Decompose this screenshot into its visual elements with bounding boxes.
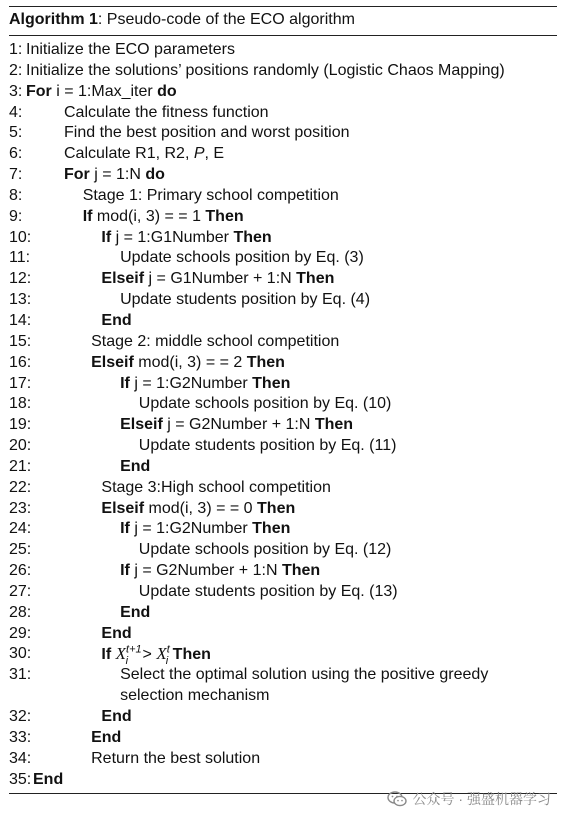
line-content: [83, 207, 244, 228]
algorithm-line: [9, 519, 557, 540]
line-number: 27:: [9, 582, 32, 600]
algorithm-line: [9, 540, 557, 561]
line-number: 19:: [9, 416, 32, 434]
algorithm-line: [9, 686, 557, 707]
line-number: 13:: [9, 291, 32, 309]
keyword: Then: [281, 562, 321, 580]
line-text: Update schools position by Eq. (10): [138, 395, 392, 413]
line-number: 10:: [9, 228, 32, 246]
line-number: 9:: [9, 207, 23, 225]
math-superscript: t: [166, 644, 170, 657]
line-text: Update schools position by Eq. (3): [120, 249, 364, 267]
line-number: 16:: [9, 353, 32, 371]
algorithm-line: [9, 665, 557, 686]
line-number: 21:: [9, 457, 32, 475]
line-number: 18:: [9, 395, 32, 413]
line-number: 28:: [9, 603, 32, 621]
keyword: Then: [172, 646, 211, 664]
line-text: selection mechanism: [120, 687, 270, 705]
line-number: 1:: [9, 41, 23, 58]
math-subscript: i: [125, 654, 129, 667]
algorithm-line: [9, 478, 557, 499]
keyword: do: [157, 82, 177, 100]
line-text: Return the best solution: [91, 749, 261, 767]
algorithm-body: [9, 36, 557, 790]
line-number: 24:: [9, 520, 32, 538]
line-content: [83, 186, 339, 207]
line-number: 32:: [9, 708, 32, 725]
line-content: [64, 144, 224, 165]
line-number: 35:: [9, 770, 32, 788]
line-number: 11:: [9, 249, 31, 267]
keyword: If: [120, 520, 130, 538]
keyword: Then: [246, 353, 285, 371]
line-content: [91, 749, 260, 770]
keyword: End: [91, 728, 122, 746]
keyword: Elseif: [91, 353, 134, 371]
keyword: Then: [314, 416, 354, 434]
line-number: 25:: [9, 541, 32, 559]
inequality-expression: [111, 644, 173, 667]
keyword: Elseif: [101, 499, 145, 517]
watermark: [387, 789, 551, 809]
algorithm-line: [9, 394, 557, 415]
algorithm-line: [9, 311, 557, 332]
keyword: Then: [233, 228, 272, 246]
keyword: If: [120, 562, 130, 580]
line-content: [120, 290, 370, 311]
algorithm-line: [9, 644, 557, 665]
line-text: Stage 2: middle school competition: [91, 332, 340, 350]
keyword: Elseif: [120, 416, 163, 434]
line-text: Calculate the fitness function: [64, 103, 269, 121]
algorithm-line: [9, 561, 557, 582]
algorithm-line: [9, 103, 557, 124]
keyword: End: [101, 708, 132, 725]
line-number: 20:: [9, 437, 32, 455]
line-text: mod(i, 3) = = 0: [144, 499, 258, 517]
line-number: 30:: [9, 645, 32, 663]
keyword: End: [120, 457, 151, 475]
keyword: Then: [205, 207, 244, 225]
line-text: Update students position by Eq. (4): [120, 291, 371, 309]
line-text: j = 1:G2Number: [129, 520, 253, 538]
algorithm-line: [9, 186, 557, 207]
line-text: j = 1:N: [89, 166, 146, 184]
line-text: j = 1:G2Number: [129, 374, 253, 392]
keyword: End: [101, 311, 132, 329]
keyword: Elseif: [101, 270, 145, 288]
math-operator: >: [138, 646, 157, 664]
algorithm-box: [9, 6, 557, 794]
keyword: Then: [252, 520, 291, 538]
algorithm-line: [9, 457, 557, 478]
line-content: [33, 770, 63, 791]
line-content: [26, 82, 177, 103]
italic-variable: P: [193, 145, 205, 163]
line-content: [101, 478, 330, 499]
line-content: [120, 561, 320, 582]
line-content: [101, 228, 271, 249]
algorithm-line: [9, 749, 557, 770]
wechat-icon: [387, 791, 407, 807]
algorithm-line: [9, 248, 557, 269]
caption-label: Algorithm 1: [9, 11, 98, 28]
line-number: 5:: [9, 124, 23, 142]
algorithm-line: [9, 290, 557, 311]
line-number: 8:: [9, 186, 23, 204]
line-number: 2:: [9, 61, 23, 79]
line-text: Initialize the solutions’ positions randomly (Logistic Chaos Mapping): [26, 61, 505, 79]
line-content: [120, 686, 269, 707]
keyword: For: [64, 166, 90, 184]
algorithm-line: [9, 770, 557, 791]
keyword: End: [33, 770, 64, 788]
line-content: [64, 123, 350, 144]
algorithm-line: [9, 269, 557, 290]
algorithm-line: [9, 436, 557, 457]
line-content: [64, 103, 269, 124]
line-content: [91, 332, 339, 353]
keyword: If: [101, 228, 112, 246]
algorithm-line: [9, 165, 557, 186]
line-text: i = 1:Max_iter: [51, 82, 158, 100]
keyword: If: [120, 374, 130, 392]
math-symbol: X: [156, 644, 167, 664]
algorithm-line: [9, 61, 557, 82]
line-content: [91, 728, 121, 749]
line-content: [120, 665, 488, 686]
algorithm-line: [9, 123, 557, 144]
algorithm-line: [9, 582, 557, 603]
math-superscript: t+1: [126, 644, 142, 657]
line-text: Stage 3:High school competition: [101, 478, 331, 496]
line-text: Update students position by Eq. (13): [138, 582, 398, 600]
line-content: [101, 269, 334, 290]
line-content: [101, 499, 295, 520]
line-content: [120, 457, 150, 478]
algorithm-line: [9, 353, 557, 374]
algorithm-line: [9, 624, 557, 645]
line-number: 15:: [9, 332, 32, 350]
line-content: [26, 61, 505, 82]
line-text: mod(i, 3) = = 2: [133, 353, 247, 371]
algorithm-line: [9, 707, 557, 728]
line-number: 6:: [9, 145, 23, 163]
keyword: Then: [296, 270, 335, 288]
math-symbol: X: [115, 644, 127, 664]
algorithm-line: [9, 228, 557, 249]
keyword: do: [145, 166, 165, 184]
line-number: 31:: [9, 666, 32, 684]
line-number: 12:: [9, 270, 32, 288]
algorithm-line: [9, 144, 557, 165]
line-number: 26:: [9, 562, 32, 580]
watermark-text: 公众号 · 强盛机器学习: [412, 791, 551, 807]
algorithm-caption: [9, 7, 557, 35]
line-content: [101, 624, 131, 645]
line-number: 29:: [9, 624, 32, 642]
line-text: Stage 1: Primary school competition: [82, 186, 339, 204]
line-number: 33:: [9, 728, 32, 746]
line-content: [91, 353, 285, 374]
algorithm-line: [9, 374, 557, 395]
line-content: [139, 436, 397, 457]
line-text: j = 1:G1Number: [111, 228, 234, 246]
line-number: 4:: [9, 103, 23, 121]
line-text: Update schools position by Eq. (12): [138, 541, 392, 559]
line-content: [120, 248, 364, 269]
line-content: [26, 40, 235, 61]
line-text: mod(i, 3) = = 1: [92, 207, 206, 225]
line-content: [120, 415, 353, 436]
line-number: 3:: [9, 82, 23, 100]
line-text: Calculate R1, R2,: [64, 145, 194, 163]
line-text: Find the best position and worst position: [64, 124, 350, 142]
algorithm-line: [9, 603, 557, 624]
line-number: 22:: [9, 478, 32, 496]
line-content: [101, 311, 131, 332]
keyword: End: [101, 624, 132, 642]
line-text: j = G2Number + 1:N: [162, 416, 315, 434]
keyword: For: [26, 82, 52, 100]
line-number: 7:: [9, 166, 23, 184]
line-content: [120, 374, 290, 395]
algorithm-line: [9, 207, 557, 228]
keyword: Then: [257, 499, 296, 517]
line-content: [139, 394, 392, 415]
algorithm-line: [9, 728, 557, 749]
algorithm-line: [9, 40, 557, 61]
keyword: If: [101, 646, 112, 664]
line-content: [139, 540, 392, 561]
keyword: End: [120, 603, 151, 621]
line-number: 14:: [9, 311, 32, 329]
line-text: Update students position by Eq. (11): [138, 437, 397, 455]
line-text: j = G1Number + 1:N: [144, 270, 297, 288]
line-text: j = G2Number + 1:N: [129, 562, 282, 580]
keyword: If: [82, 207, 93, 225]
math-subscript: i: [165, 654, 169, 667]
caption-text: : Pseudo-code of the ECO algorithm: [97, 11, 355, 28]
line-text: , E: [204, 145, 225, 163]
line-text: Select the optimal solution using the positive greedy: [120, 666, 489, 684]
algorithm-line: [9, 415, 557, 436]
algorithm-line: [9, 332, 557, 353]
line-content: [64, 165, 165, 186]
line-content: [120, 603, 150, 624]
line-content: [101, 644, 211, 666]
line-content: [139, 582, 398, 603]
line-number: 23:: [9, 499, 32, 517]
line-text: Initialize the ECO parameters: [26, 41, 235, 58]
line-content: [101, 707, 131, 728]
line-number: 17:: [9, 374, 32, 392]
line-number: 34:: [9, 749, 32, 767]
line-content: [120, 519, 290, 540]
algorithm-line: [9, 82, 557, 103]
keyword: Then: [252, 374, 291, 392]
algorithm-line: [9, 499, 557, 520]
